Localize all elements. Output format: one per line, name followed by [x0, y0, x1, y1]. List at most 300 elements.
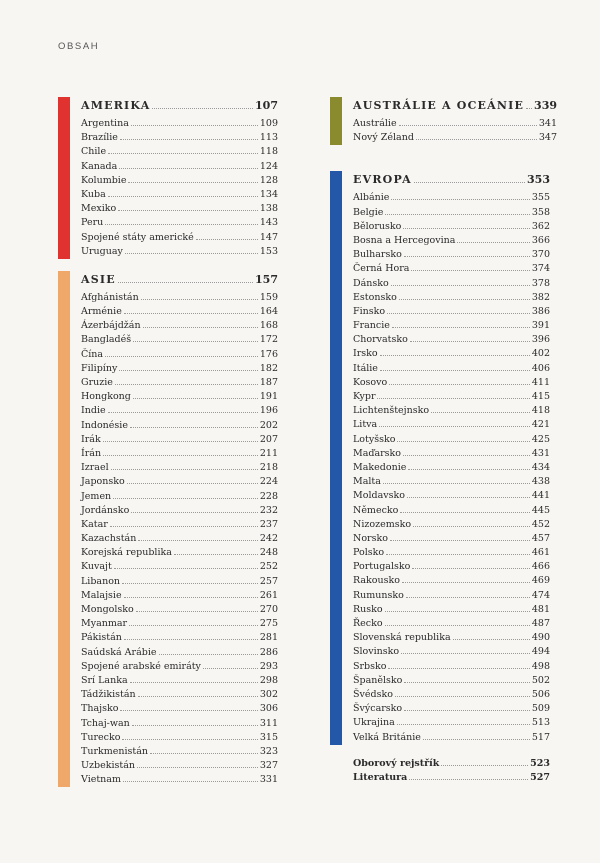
- toc-entry[interactable]: [81, 404, 278, 418]
- dot-leader: [138, 696, 258, 697]
- page-number: 134: [259, 188, 278, 200]
- toc-entry[interactable]: [81, 376, 278, 390]
- dot-leader: [128, 182, 257, 183]
- toc-entry[interactable]: [81, 617, 278, 631]
- section-asie: [58, 271, 278, 788]
- page-number: 323: [259, 745, 278, 757]
- dot-leader: [404, 682, 529, 683]
- dot-leader: [138, 540, 258, 541]
- entry-name: Maďarsko: [353, 447, 402, 459]
- dot-leader: [133, 398, 258, 399]
- dot-leader: [105, 356, 258, 357]
- dot-leader: [409, 779, 528, 780]
- dot-leader: [130, 427, 258, 428]
- dot-leader: [122, 583, 258, 584]
- entry-name: Dánsko: [353, 277, 389, 289]
- entry-name: Rakousko: [353, 575, 400, 587]
- toc-entry[interactable]: [353, 418, 550, 432]
- dot-leader: [125, 253, 258, 254]
- page-number: 293: [259, 660, 278, 672]
- page-number: 248: [259, 547, 278, 559]
- toc-entry[interactable]: [353, 532, 550, 546]
- section-entries: [353, 171, 550, 744]
- page-number: 366: [531, 234, 550, 246]
- dot-leader: [108, 153, 258, 154]
- page-number: 252: [259, 561, 278, 573]
- dot-leader: [124, 597, 258, 598]
- page-number: 113: [259, 132, 278, 144]
- dot-leader: [137, 767, 258, 768]
- entry-name: Thajsko: [81, 703, 119, 715]
- toc-entry[interactable]: [353, 433, 550, 447]
- entry-name: Chile: [81, 146, 107, 158]
- page-number: 347: [538, 132, 558, 144]
- page-number: 355: [531, 192, 550, 204]
- dot-leader: [131, 512, 258, 513]
- page-number: 513: [531, 717, 550, 729]
- page-number: 128: [259, 174, 278, 186]
- toc-entry[interactable]: [81, 504, 278, 518]
- page-number: 438: [531, 476, 550, 488]
- page-number: 466: [531, 561, 550, 573]
- page-number: 341: [538, 118, 558, 129]
- page-number: 224: [259, 476, 278, 488]
- toc-entry[interactable]: [353, 262, 550, 276]
- entry-name: Vietnam: [81, 774, 121, 786]
- entry-name: Bělorusko: [353, 220, 402, 232]
- entry-name: Francie: [353, 320, 390, 332]
- entry-name: Polsko: [353, 547, 385, 559]
- entry-name: Litva: [353, 419, 378, 431]
- toc-entry[interactable]: [81, 660, 278, 674]
- entry-name: Korejská republika: [81, 547, 172, 559]
- page-number: 138: [259, 203, 278, 215]
- toc-entry[interactable]: [353, 518, 550, 532]
- entry-name: Nový Zéland: [353, 132, 414, 144]
- dot-leader: [397, 724, 530, 725]
- dot-leader: [152, 108, 253, 109]
- page-number: 107: [255, 99, 278, 112]
- toc-entry[interactable]: [81, 419, 278, 433]
- entry-name: Japonsko: [81, 476, 125, 488]
- entry-name: Katar: [81, 518, 108, 530]
- dot-leader: [404, 256, 530, 257]
- dot-leader: [379, 426, 530, 427]
- entry-name: Jemen: [81, 490, 112, 502]
- page-number: 168: [259, 320, 278, 332]
- entry-name: Brazílie: [81, 132, 118, 144]
- section-color-bar: [58, 271, 70, 788]
- page-number: 498: [531, 660, 550, 672]
- dot-leader: [403, 228, 529, 229]
- dot-leader: [385, 214, 529, 215]
- dot-leader: [402, 582, 530, 583]
- section-title[interactable]: [353, 171, 550, 188]
- toc-entry[interactable]: [353, 702, 550, 716]
- dot-leader: [174, 554, 258, 555]
- page-number: 298: [259, 674, 278, 686]
- entry-name: Tádžikistán: [81, 689, 136, 701]
- section-color-bar: [330, 171, 342, 744]
- page-number: 391: [531, 320, 550, 332]
- toc-entry[interactable]: [81, 174, 278, 188]
- dot-leader: [399, 299, 530, 300]
- page-number: 494: [531, 646, 550, 658]
- page-number: 421: [531, 419, 550, 431]
- toc-entry[interactable]: [353, 277, 550, 291]
- toc-entry[interactable]: [81, 475, 278, 489]
- page-number: 207: [259, 433, 278, 445]
- toc-entry[interactable]: [81, 390, 278, 404]
- page-number: 425: [531, 433, 550, 445]
- page-number: 434: [531, 461, 550, 473]
- toc-entry[interactable]: [353, 206, 550, 220]
- section-title[interactable]: [81, 271, 278, 288]
- page-number: 406: [531, 362, 550, 374]
- page-number: 353: [527, 173, 550, 187]
- page-number: 339: [534, 99, 558, 112]
- dot-leader: [387, 313, 530, 314]
- page-number: 362: [531, 220, 550, 232]
- dot-leader: [385, 625, 530, 626]
- toc-entry[interactable]: [81, 759, 278, 773]
- entry-name: Argentina: [81, 118, 129, 129]
- toc-entry[interactable]: [81, 731, 278, 745]
- dot-leader: [453, 639, 530, 640]
- toc-entry[interactable]: [81, 348, 278, 362]
- page-number: 331: [259, 774, 278, 786]
- entry-name: Filipíny: [81, 362, 118, 374]
- toc-entry[interactable]: [353, 404, 550, 418]
- dot-leader: [386, 554, 530, 555]
- dot-leader: [392, 327, 530, 328]
- page-number: 474: [531, 589, 550, 601]
- page-number: 358: [531, 206, 550, 218]
- dot-leader: [380, 370, 530, 371]
- toc-entry[interactable]: [81, 490, 278, 504]
- toc-entry[interactable]: [353, 291, 550, 305]
- toc-extra-entry[interactable]: [353, 757, 550, 771]
- dot-leader: [403, 455, 530, 456]
- page-number: 461: [531, 547, 550, 559]
- page-number: 261: [259, 589, 278, 601]
- entry-name: Kypr: [353, 391, 376, 402]
- page-number: 306: [259, 703, 278, 715]
- toc-entry[interactable]: [353, 117, 557, 131]
- toc-entry[interactable]: [81, 646, 278, 660]
- entry-name: Albánie: [353, 192, 390, 204]
- entry-name: Irák: [81, 433, 101, 445]
- page-number: 118: [259, 146, 278, 158]
- page-number: 502: [531, 674, 550, 686]
- entry-name: Portugalsko: [353, 561, 411, 573]
- page-number: 237: [259, 518, 278, 530]
- toc-entry[interactable]: [81, 461, 278, 475]
- toc-entry[interactable]: [81, 773, 278, 787]
- page-number: 232: [259, 504, 278, 516]
- dot-leader: [129, 625, 258, 626]
- toc-entry[interactable]: [81, 717, 278, 731]
- entry-name: Pákistán: [81, 632, 122, 644]
- entry-name: Spojené státy americké: [81, 231, 194, 243]
- page-number: 311: [259, 717, 278, 729]
- section-title[interactable]: [353, 97, 557, 114]
- toc-entry[interactable]: [353, 220, 550, 234]
- dot-leader: [118, 210, 258, 211]
- dot-leader: [397, 441, 529, 442]
- section-entries: [353, 97, 557, 145]
- dot-leader: [441, 765, 528, 766]
- right-column: [330, 97, 558, 785]
- entry-name: Írán: [81, 447, 102, 459]
- toc-entry[interactable]: [81, 518, 278, 532]
- page-number: 374: [531, 263, 550, 275]
- toc-entry[interactable]: [353, 631, 550, 645]
- toc-entry[interactable]: [353, 131, 557, 145]
- toc-entry[interactable]: [353, 489, 550, 503]
- dot-leader: [203, 668, 258, 669]
- dot-leader: [127, 483, 258, 484]
- entry-name: Uruguay: [81, 245, 123, 257]
- entry-name: Slovenská republika: [353, 632, 451, 644]
- page-number: 182: [259, 362, 278, 374]
- dot-leader: [114, 568, 258, 569]
- page-number: 487: [531, 618, 550, 629]
- dot-leader: [118, 282, 253, 283]
- entry-name: Malajsie: [81, 589, 122, 601]
- toc-entry[interactable]: [353, 716, 550, 730]
- entry-name: Kuba: [81, 188, 106, 200]
- dot-leader: [413, 526, 530, 527]
- toc-entry[interactable]: [81, 532, 278, 546]
- entry-name: Belgie: [353, 206, 384, 218]
- toc-entry[interactable]: [353, 475, 550, 489]
- entry-name: Kanada: [81, 160, 118, 172]
- toc-entry[interactable]: [81, 145, 278, 159]
- dot-leader: [401, 653, 530, 654]
- toc-entry[interactable]: [353, 645, 550, 659]
- dot-leader: [130, 682, 258, 683]
- entry-name: Indie: [81, 405, 106, 417]
- toc-entry[interactable]: [353, 191, 550, 205]
- entry-name: Jordánsko: [81, 504, 130, 516]
- toc-entry[interactable]: [81, 131, 278, 145]
- page-header: OBSAH: [58, 41, 100, 52]
- toc-entry[interactable]: [81, 702, 278, 716]
- entry-name: Bulharsko: [353, 249, 402, 261]
- toc-entry[interactable]: [81, 305, 278, 319]
- section-australie: [330, 97, 558, 145]
- page-number: 147: [259, 231, 278, 243]
- toc-entry[interactable]: [353, 362, 550, 376]
- toc-entry[interactable]: [353, 574, 550, 588]
- entry-name: Slovinsko: [353, 646, 400, 658]
- toc-entry[interactable]: [353, 248, 550, 262]
- toc-entry[interactable]: [353, 688, 550, 702]
- toc-entry[interactable]: [81, 589, 278, 603]
- dot-leader: [407, 497, 530, 498]
- toc-entry[interactable]: [81, 245, 278, 259]
- page-number: 509: [531, 703, 550, 715]
- entry-name: Austrálie: [353, 118, 397, 129]
- dot-leader: [406, 597, 530, 598]
- page-number: 490: [531, 632, 550, 644]
- toc-entry[interactable]: [353, 390, 550, 404]
- page-number: 382: [531, 291, 550, 303]
- entry-name: Saúdská Arábie: [81, 646, 157, 658]
- toc-entry[interactable]: [81, 319, 278, 333]
- page-number: 211: [259, 447, 278, 459]
- toc-entry[interactable]: [353, 461, 550, 475]
- entry-name: AMERIKA: [81, 99, 151, 112]
- entry-name: Spojené arabské emiráty: [81, 660, 201, 672]
- dot-leader: [136, 611, 258, 612]
- dot-leader: [423, 739, 530, 740]
- toc-entry[interactable]: [81, 117, 278, 131]
- dot-leader: [103, 455, 258, 456]
- dot-leader: [120, 710, 257, 711]
- entry-name: Tchaj-wan: [81, 717, 130, 729]
- page-number: 281: [259, 632, 278, 644]
- toc-entry[interactable]: [353, 731, 550, 745]
- toc-entry[interactable]: [81, 447, 278, 461]
- entry-name: Ázerbájdžán: [81, 320, 141, 332]
- toc-entry[interactable]: [81, 603, 278, 617]
- toc-entry[interactable]: [81, 188, 278, 202]
- toc-entry[interactable]: [353, 504, 550, 518]
- dot-leader: [404, 710, 530, 711]
- section-amerika: [58, 97, 278, 259]
- page-number: 270: [259, 604, 278, 615]
- dot-leader: [395, 696, 530, 697]
- page-number: 396: [531, 334, 550, 346]
- dot-leader: [385, 611, 530, 612]
- dot-leader: [383, 483, 530, 484]
- page-number: 506: [531, 688, 550, 700]
- toc-entry[interactable]: [353, 347, 550, 361]
- toc-entry[interactable]: [353, 560, 550, 574]
- page-number: 431: [531, 447, 550, 459]
- dot-leader: [124, 313, 258, 314]
- dot-leader: [132, 725, 258, 726]
- toc-entry[interactable]: [81, 433, 278, 447]
- dot-leader: [410, 341, 530, 342]
- dot-leader: [431, 412, 530, 413]
- dot-leader: [196, 239, 258, 240]
- toc-entry[interactable]: [81, 688, 278, 702]
- entry-name: ASIE: [81, 272, 116, 286]
- dot-leader: [119, 370, 258, 371]
- entry-name: Španělsko: [353, 674, 403, 686]
- entry-name: Velká Británie: [353, 731, 421, 743]
- entry-name: Kosovo: [353, 376, 388, 388]
- page-number: 523: [530, 757, 550, 769]
- toc-entry[interactable]: [353, 234, 550, 248]
- page-number: 159: [259, 291, 278, 303]
- toc-entry[interactable]: [353, 319, 550, 333]
- page-number: 411: [531, 376, 550, 388]
- toc-entry[interactable]: [353, 617, 550, 631]
- toc-entry[interactable]: [81, 575, 278, 589]
- entry-name: Kuvajt: [81, 561, 112, 573]
- entry-name: Černá Hora: [353, 263, 410, 275]
- toc-entry[interactable]: [81, 202, 278, 216]
- entry-name: Irsko: [353, 348, 378, 360]
- dot-leader: [143, 327, 258, 328]
- toc-entry[interactable]: [353, 447, 550, 461]
- entry-name: Peru: [81, 217, 104, 229]
- entry-name: Itálie: [353, 362, 378, 374]
- toc-entry[interactable]: [81, 560, 278, 574]
- page-number: 415: [531, 391, 550, 402]
- toc-entry[interactable]: [81, 231, 278, 245]
- dot-leader: [123, 781, 258, 782]
- page-number: 202: [259, 419, 278, 431]
- dot-leader: [408, 469, 530, 470]
- page-number: 286: [259, 646, 278, 658]
- toc-entry[interactable]: [353, 305, 550, 319]
- dot-leader: [110, 526, 258, 527]
- entry-name: Literatura: [353, 771, 408, 783]
- dot-leader: [416, 139, 537, 140]
- toc-entry[interactable]: [353, 589, 550, 603]
- toc-entry[interactable]: [353, 376, 550, 390]
- toc-entry[interactable]: [81, 745, 278, 759]
- page-number: 302: [259, 689, 278, 701]
- toc-entry[interactable]: [353, 603, 550, 617]
- entry-name: Bangladéš: [81, 334, 132, 346]
- entry-name: Německo: [353, 504, 399, 516]
- toc-extra-entry[interactable]: [353, 771, 550, 785]
- page-number: 176: [259, 348, 278, 360]
- page-number: 275: [259, 618, 278, 630]
- entry-name: Řecko: [353, 618, 383, 629]
- toc-entry[interactable]: [353, 660, 550, 674]
- page-number: 315: [259, 731, 278, 743]
- left-column: [58, 97, 278, 799]
- toc-entry[interactable]: [81, 333, 278, 347]
- entry-name: Myanmar: [81, 618, 128, 630]
- page-number: 441: [531, 490, 550, 502]
- toc-entry[interactable]: [81, 216, 278, 230]
- toc-entry[interactable]: [353, 333, 550, 347]
- toc-entry[interactable]: [353, 674, 550, 688]
- toc-entry[interactable]: [81, 160, 278, 174]
- section-color-bar: [58, 97, 70, 259]
- dot-leader: [124, 639, 258, 640]
- page-number: 242: [259, 533, 278, 545]
- entry-name: EVROPA: [353, 173, 412, 187]
- section-title[interactable]: [81, 97, 278, 114]
- toc-entry[interactable]: [353, 546, 550, 560]
- dot-leader: [113, 498, 258, 499]
- page-number: 402: [531, 348, 550, 360]
- toc-entry[interactable]: [81, 291, 278, 305]
- dot-leader: [122, 739, 257, 740]
- toc-entry[interactable]: [81, 362, 278, 376]
- toc-entry[interactable]: [81, 546, 278, 560]
- toc-entry[interactable]: [81, 631, 278, 645]
- dot-leader: [389, 384, 530, 385]
- dot-leader: [388, 668, 529, 669]
- entry-name: Indonésie: [81, 419, 128, 431]
- toc-entry[interactable]: [81, 674, 278, 688]
- entry-name: Turecko: [81, 731, 121, 743]
- entry-name: Finsko: [353, 305, 386, 317]
- page-number: 327: [259, 760, 278, 772]
- entry-name: AUSTRÁLIE A OCEÁNIE: [353, 99, 525, 112]
- dot-leader: [141, 299, 258, 300]
